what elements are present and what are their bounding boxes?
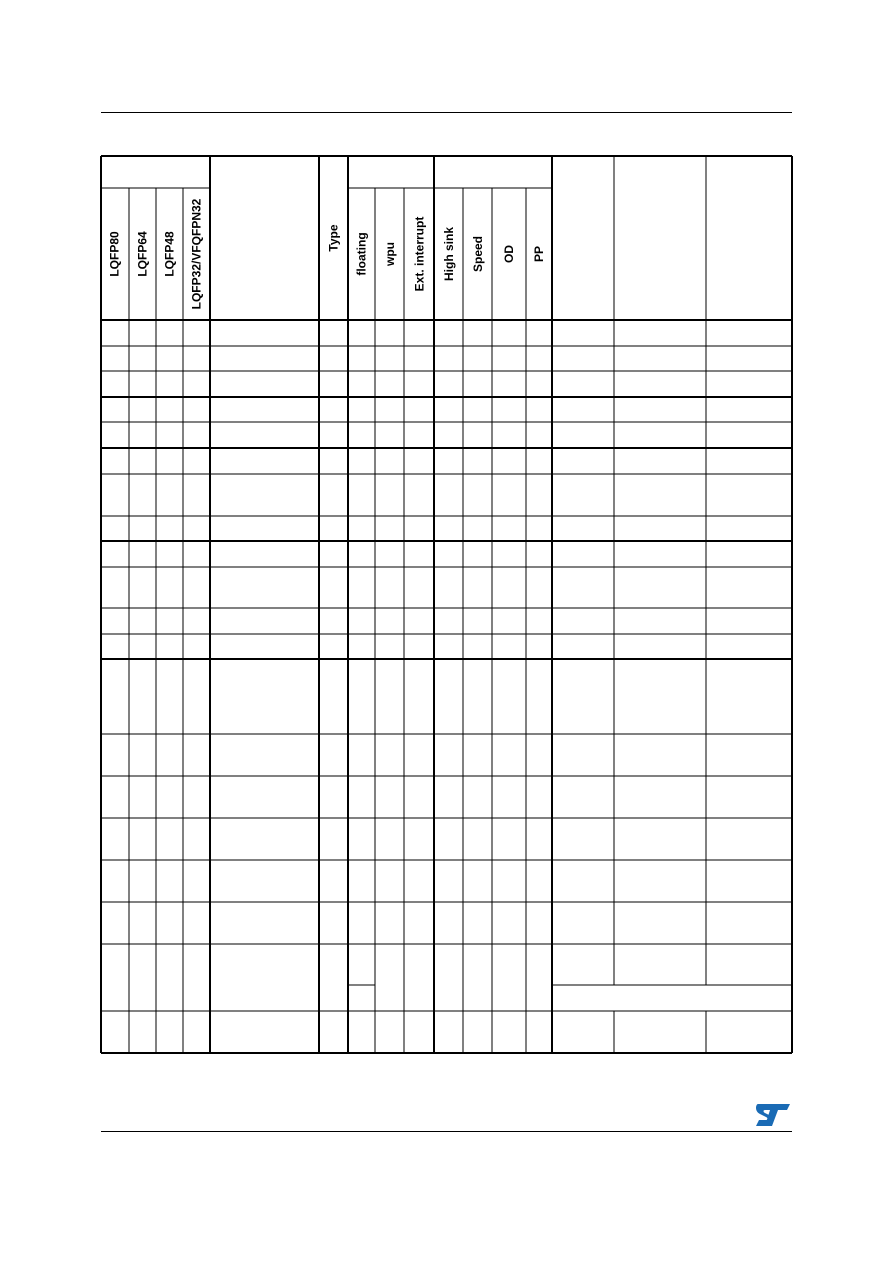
- header-lqfp80: LQFP80: [108, 231, 123, 277]
- header-pp: PP: [531, 245, 546, 263]
- header-type: Type: [326, 224, 341, 252]
- st-logo-mark: [756, 1104, 790, 1126]
- header-lqfp32-vfqfpn32: LQFP32/VFQFPN32: [189, 198, 204, 310]
- header-ext-interrupt: Ext. interrupt: [412, 216, 427, 292]
- header-floating: floating: [354, 232, 369, 276]
- st-logo-icon: [754, 1102, 792, 1128]
- header-lqfp64: LQFP64: [135, 231, 150, 277]
- header-high-sink: High sink: [441, 226, 456, 282]
- header-speed: Speed: [470, 235, 485, 273]
- header-lqfp48: LQFP48: [162, 231, 177, 277]
- header-wpu: wpu: [382, 242, 397, 266]
- footer-rule: [101, 1131, 792, 1132]
- header-od: OD: [502, 245, 516, 263]
